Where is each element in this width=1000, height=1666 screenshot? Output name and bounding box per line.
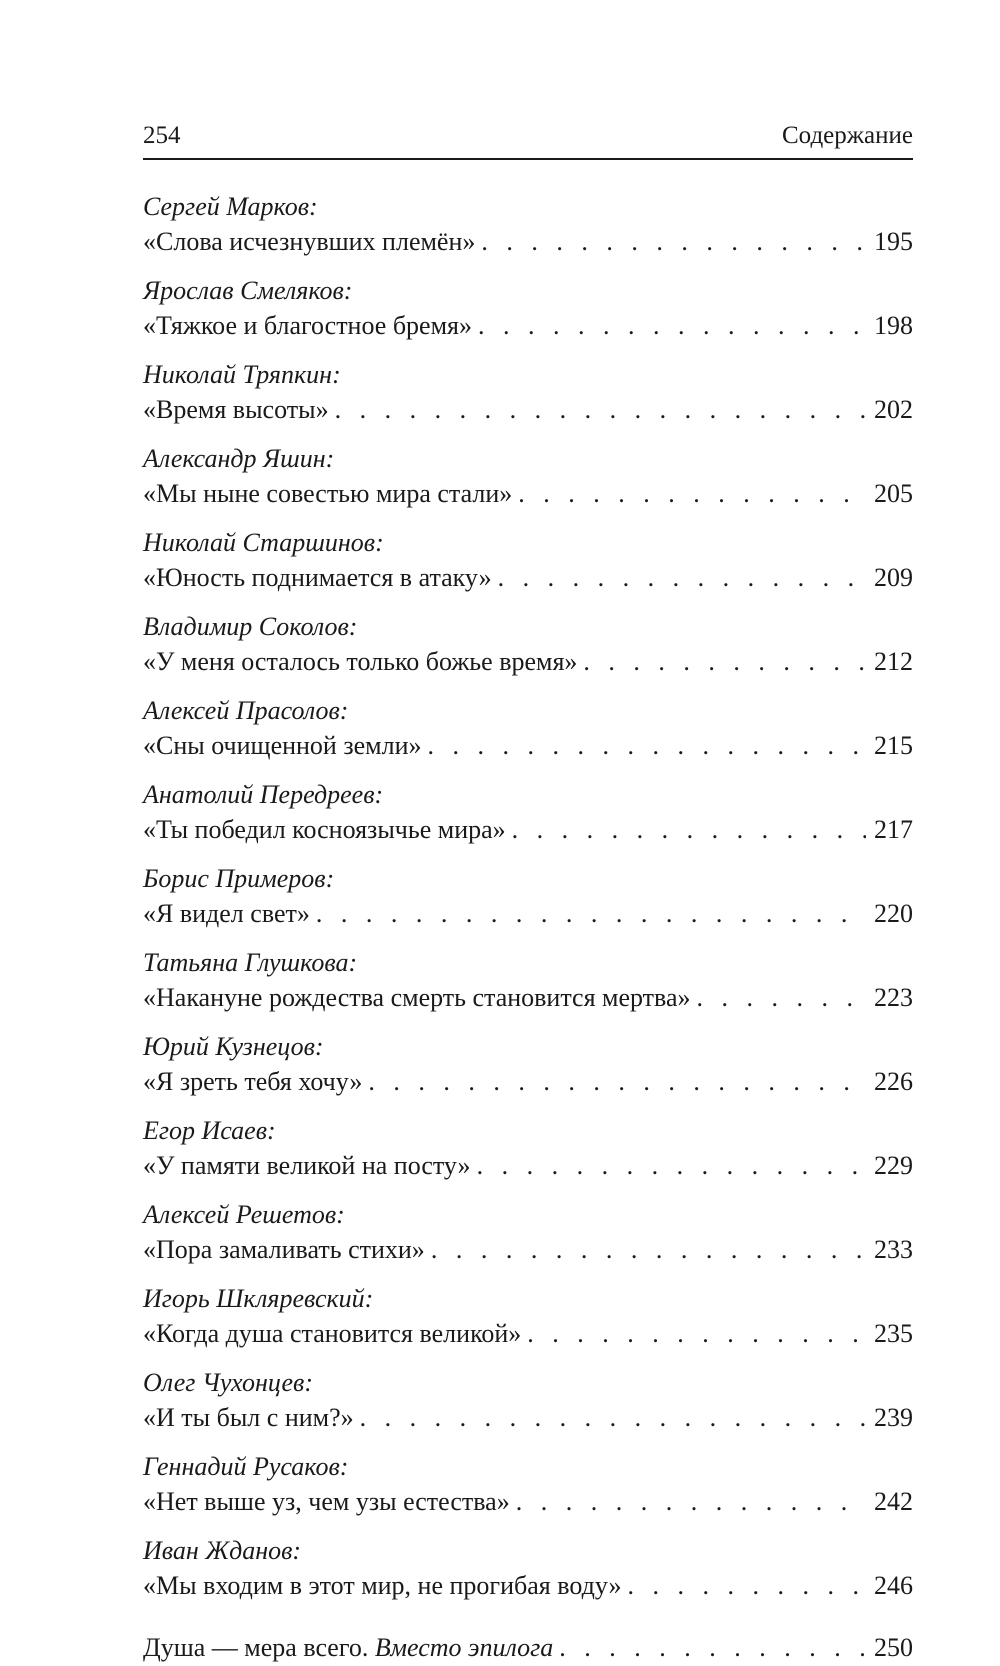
toc-title-line — [143, 1232, 913, 1268]
dot-leader — [329, 392, 866, 428]
toc-entry[interactable] — [143, 1366, 913, 1436]
toc-entry[interactable] — [143, 1198, 913, 1268]
toc-page-number: 217 — [874, 815, 913, 844]
toc-author: Ярослав Смеляков: — [143, 276, 353, 305]
toc-author: Татьяна Глушкова: — [143, 948, 358, 977]
dot-leader — [475, 224, 866, 260]
epilogue-page-number: 250 — [874, 1633, 913, 1662]
toc-entry[interactable] — [143, 694, 913, 764]
toc-title-line — [143, 476, 913, 512]
toc-title: «Пора замаливать стихи» — [143, 1235, 425, 1264]
toc-title: «У памяти великой на посту» — [143, 1151, 471, 1180]
running-head — [143, 118, 913, 160]
dot-leader — [310, 896, 866, 932]
toc-title: «И ты был с ним?» — [143, 1403, 354, 1432]
toc-author: Алексей Решетов: — [143, 1200, 345, 1229]
toc-title-line — [143, 1064, 913, 1100]
toc-title-line — [143, 1148, 913, 1184]
toc-author: Сергей Марков: — [143, 192, 318, 221]
toc-title: «Мы ныне совестью мира стали» — [143, 479, 513, 508]
toc-title-line — [143, 980, 913, 1016]
dot-leader — [422, 728, 867, 764]
toc-author: Алексей Прасолов: — [143, 696, 349, 725]
toc-entry[interactable] — [143, 1450, 913, 1520]
toc-page-number: 229 — [874, 1151, 913, 1180]
toc-entry[interactable] — [143, 274, 913, 344]
toc-title: «Мы входим в этот мир, не прогибая воду» — [143, 1571, 622, 1600]
dot-leader — [354, 1400, 866, 1436]
toc-title-line — [143, 644, 913, 680]
toc-title-line — [143, 1568, 913, 1604]
toc-title: «Слова исчезнувших племён» — [143, 227, 476, 256]
toc-title-line — [143, 896, 913, 932]
dot-leader — [471, 1148, 866, 1184]
dot-leader — [512, 476, 866, 512]
toc-title: «Тяжкое и благостное бремя» — [143, 311, 473, 340]
toc-author: Анатолий Передреев: — [143, 780, 384, 809]
toc-title-line — [143, 1400, 913, 1436]
toc-page-number: 235 — [874, 1319, 913, 1348]
toc-page-number: 198 — [874, 311, 913, 340]
dot-leader — [691, 980, 866, 1016]
toc-title-line — [143, 728, 913, 764]
toc-page-number: 205 — [874, 479, 913, 508]
toc-author: Николай Тряпкин: — [143, 360, 341, 389]
toc-entry[interactable] — [143, 358, 913, 428]
toc-entry[interactable] — [143, 610, 913, 680]
toc-author: Олег Чухонцев: — [143, 1368, 313, 1397]
toc-page-number: 246 — [874, 1571, 913, 1600]
toc-title-line — [143, 392, 913, 428]
dot-leader — [521, 1316, 866, 1352]
toc-entry[interactable] — [143, 778, 913, 848]
toc-title: «Накануне рождества смерть становится мертва» — [143, 983, 691, 1012]
toc-title-line — [143, 560, 913, 596]
toc-author: Егор Исаев: — [143, 1116, 276, 1145]
dot-leader — [510, 1484, 866, 1520]
toc-title: «Ты победил косноязычье мира» — [143, 815, 506, 844]
toc-title-line — [143, 812, 913, 848]
toc-entry[interactable] — [143, 526, 913, 596]
dot-leader — [472, 308, 866, 344]
toc-author: Игорь Шкляревский: — [143, 1284, 374, 1313]
toc-entry[interactable] — [143, 1114, 913, 1184]
toc-author: Геннадий Русаков: — [143, 1452, 349, 1481]
dot-leader — [492, 560, 866, 596]
toc-entry[interactable] — [143, 190, 913, 260]
dot-leader — [621, 1568, 866, 1604]
toc-title-line — [143, 224, 913, 260]
toc-page-number: 215 — [874, 731, 913, 760]
toc-page-number: 223 — [874, 983, 913, 1012]
toc-author: Александр Яшин: — [143, 444, 335, 473]
toc-page-number: 242 — [874, 1487, 913, 1516]
book-page — [143, 118, 913, 1666]
toc-page-number: 220 — [874, 899, 913, 928]
dot-leader — [362, 1064, 866, 1100]
toc-page-number: 212 — [874, 647, 913, 676]
toc-page-number: 209 — [874, 563, 913, 592]
epilogue-title — [143, 1630, 553, 1666]
toc-page-number: 202 — [874, 395, 913, 424]
dot-leader — [577, 644, 866, 680]
toc-page-number: 233 — [874, 1235, 913, 1264]
section-title: Содержание — [782, 122, 913, 149]
dot-leader — [553, 1630, 866, 1666]
epilogue-main-title: Душа — мера всего. — [143, 1633, 369, 1662]
toc-title: «У меня осталось только божье время» — [143, 647, 578, 676]
toc-entry-epilogue[interactable] — [143, 1630, 913, 1666]
toc-author: Владимир Соколов: — [143, 612, 358, 641]
toc-title-line — [143, 1484, 913, 1520]
page-number: 254 — [143, 122, 181, 149]
toc-author: Борис Примеров: — [143, 864, 335, 893]
toc-page-number: 195 — [874, 227, 913, 256]
toc-title: «Когда душа становится великой» — [143, 1319, 522, 1348]
toc-title-line — [143, 1316, 913, 1352]
dot-leader — [425, 1232, 866, 1268]
epilogue-subtitle: Вместо эпилога — [374, 1633, 554, 1662]
toc-title: «Время высоты» — [143, 395, 329, 424]
toc-page-number: 239 — [874, 1403, 913, 1432]
toc-title: «Сны очищенной земли» — [143, 731, 422, 760]
dot-leader — [506, 812, 866, 848]
toc-entry[interactable] — [143, 442, 913, 512]
toc-entry[interactable] — [143, 946, 913, 1016]
toc-author: Юрий Кузнецов: — [143, 1032, 324, 1061]
toc-entry[interactable] — [143, 1282, 913, 1352]
toc-title: «Юность поднимается в атаку» — [143, 563, 492, 592]
toc-entry[interactable] — [143, 1030, 913, 1100]
table-of-contents — [143, 190, 913, 1604]
toc-page-number: 226 — [874, 1067, 913, 1096]
toc-entry[interactable] — [143, 1534, 913, 1604]
toc-title: «Я видел свет» — [143, 899, 310, 928]
toc-author: Николай Старшинов: — [143, 528, 384, 557]
toc-entry[interactable] — [143, 862, 913, 932]
toc-title: «Нет выше уз, чем узы естества» — [143, 1487, 510, 1516]
toc-author: Иван Жданов: — [143, 1536, 302, 1565]
toc-title-line — [143, 308, 913, 344]
toc-title: «Я зреть тебя хочу» — [143, 1067, 363, 1096]
